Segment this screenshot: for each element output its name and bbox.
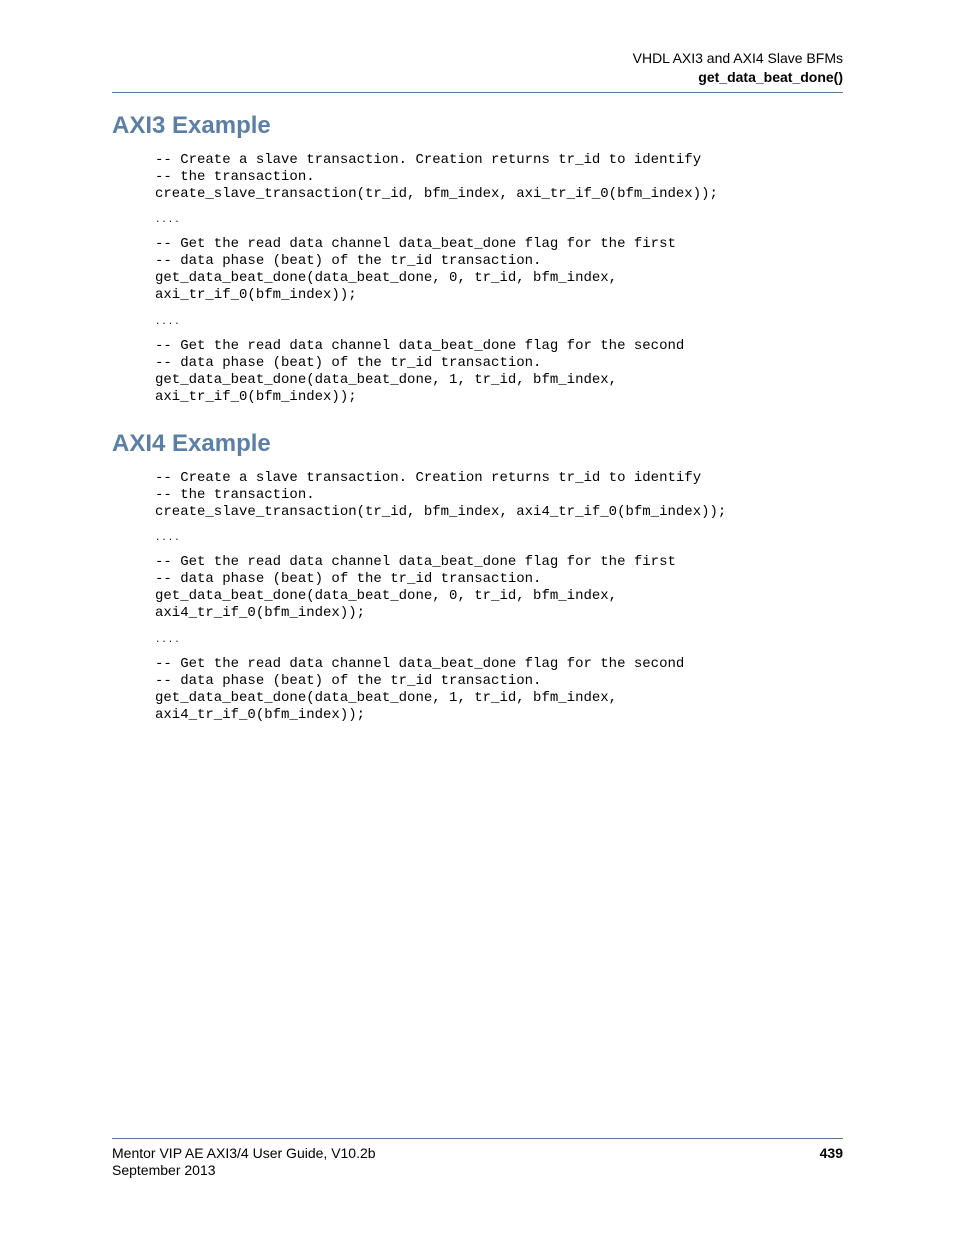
page-header xyxy=(112,48,843,93)
section-name: get_data_beat_done() xyxy=(698,69,843,85)
axi3-ellipsis-1: .... xyxy=(155,215,181,225)
axi4-code-first-beat: -- Get the read data channel data_beat_done flag for the first -- data phase (beat) of the tr_id transaction. get_data_beat_done(data_beat_done, 0, tr_id, bfm_index, axi4_tr_if_0(bfm_index)); xyxy=(155,554,676,621)
axi4-ellipsis-1: .... xyxy=(155,533,181,543)
axi4-example-heading: AXI4 Example xyxy=(112,430,271,457)
page-number: 439 xyxy=(819,1145,843,1161)
page-footer xyxy=(112,1138,843,1179)
guide-title: Mentor VIP AE AXI3/4 User Guide, V10.2b xyxy=(112,1145,376,1161)
axi4-code-create: -- Create a slave transaction. Creation returns tr_id to identify -- the transaction. create_slave_transaction(tr_id, bfm_index, axi4_tr_if_0(bfm_index)); xyxy=(155,470,727,520)
publication-date: September 2013 xyxy=(112,1162,216,1178)
axi3-code-second-beat: -- Get the read data channel data_beat_done flag for the second -- data phase (beat) of the tr_id transaction. get_data_beat_done(data_beat_done, 1, tr_id, bfm_index, axi_tr_if_0(bfm_index)); xyxy=(155,338,685,405)
axi3-ellipsis-2: .... xyxy=(155,317,181,327)
chapter-title: VHDL AXI3 and AXI4 Slave BFMs xyxy=(632,50,843,66)
axi4-code-second-beat: -- Get the read data channel data_beat_done flag for the second -- data phase (beat) of the tr_id transaction. get_data_beat_done(data_beat_done, 1, tr_id, bfm_index, axi4_tr_if_0(bfm_index)); xyxy=(155,656,685,723)
footer-info xyxy=(112,1145,376,1179)
axi4-ellipsis-2: .... xyxy=(155,635,181,645)
axi3-code-create: -- Create a slave transaction. Creation returns tr_id to identify -- the transaction. create_slave_transaction(tr_id, bfm_index, axi_tr_if_0(bfm_index)); xyxy=(155,152,718,202)
axi3-code-first-beat: -- Get the read data channel data_beat_done flag for the first -- data phase (beat) of the tr_id transaction. get_data_beat_done(data_beat_done, 0, tr_id, bfm_index, axi_tr_if_0(bfm_index)); xyxy=(155,236,676,303)
axi3-example-heading: AXI3 Example xyxy=(112,112,271,139)
